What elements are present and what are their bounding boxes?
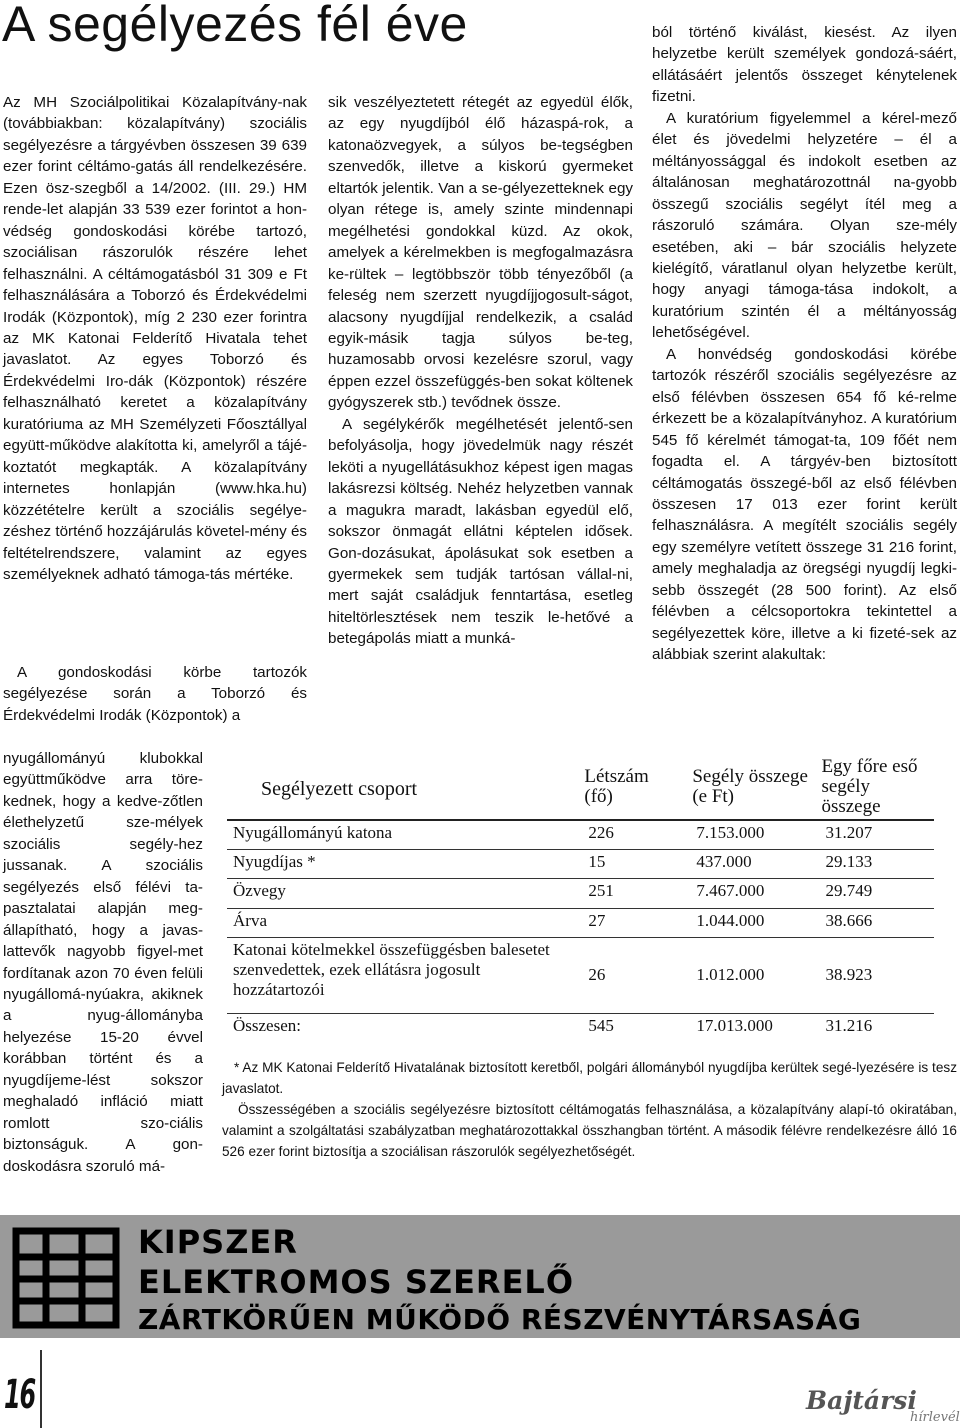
table-row xyxy=(227,908,934,937)
cell-amount: 1.012.000 xyxy=(686,937,815,1013)
footnote xyxy=(222,1057,957,1162)
publication-brand: Bajtársi xyxy=(806,1386,917,1415)
cell-per-person: 29.133 xyxy=(815,850,934,879)
advertisement-banner xyxy=(0,1215,960,1338)
cell-per-person: 31.216 xyxy=(825,1015,873,1035)
cell-amount: 17.013.000 xyxy=(696,1015,773,1035)
header-count: Létszám (fő) xyxy=(578,757,686,820)
column-1-continued xyxy=(3,662,307,726)
cell-count: 15 xyxy=(578,850,686,879)
cell-per-person: 38.666 xyxy=(815,908,934,937)
paragraph: sik veszélyeztetett rétegét az egyedül élők, az egy nyugdíjból élő házaspá-rok, a katonaözvegyek, a súlyos be-tegségben szenvedők, illetve a kiskorú gyermeket eltartók jelentik. Van a se-gélyezetteknek egy olyan rétege is, amely szinte mindennapi megélhetési gondokkal küzd. Az okok, amelyek a kérelmekben is megfogalmazásra ke-rültek – legtöbbször több tényezőből (a feleség nem szerzett nyugdíjjogosult-ságot, alacsony nyugdíjjal rendelkezik, a család egyik-másik tagja súlyos be-teg, huzamosabb orvosi kezelésre szorul, vagy éppen ezzel összefüggés-ben sokat költenek gyógyszerek stb.) tevődnek össze. xyxy=(328,94,633,412)
cell-per-person: 31.207 xyxy=(815,820,934,850)
column-3 xyxy=(652,22,957,666)
paragraph: A segélykérők megélhetését jelentő-sen befolyásolja, hogy jövedelmük nagy részét leköti a nyugellátásukhoz képest igen magas lakásrezsi költség. Nehéz helyzetben vannak a magukra maradt, lakásban egyedül elő, sokszor önmagát ellátni képtelen idősek. Gon-dozásukat, ápolásukat sok esetben a gyermekek sem tudják tartósan vállal-ni, mert saját családjuk fenntartása, esetleg hiteltörlesztések nem teszik le-hetővé a betegápolás miatt a munká- xyxy=(328,415,633,648)
article-title: A segélyezés fél éve xyxy=(2,0,468,52)
table-row xyxy=(227,850,934,879)
column-1 xyxy=(3,92,307,585)
paragraph: nyugállományú klubokkal együttműködve arra töre-kednek, hogy a kedve-zőtlen élethelyzetű sze-mélyek szociális segély-hez jussanak. A szociális segélyezés első félévi ta-pasztalatai alapján meg-állapítható, hogy a javas-lattevők nagyobb figyel-met fordítanak azon 70 éven felüli nyugállomá-nyúakra, akiknek a nyug-állományba helyezése 15-20 évvel korábban történt és a nyugdíjeme-lést sokszor meghaladó infláció miatt romlott szo-ciális biztonságuk. A gon-doskodásra szoruló má- xyxy=(3,750,203,1175)
column-2 xyxy=(328,92,633,650)
header-group: Segélyezett csoport xyxy=(227,757,578,820)
cell-count: 26 xyxy=(578,937,686,1013)
cell-group: Árva xyxy=(227,908,578,937)
ad-company-name: KIPSZER xyxy=(138,1223,298,1261)
cell-count: 545 xyxy=(588,1015,614,1035)
cell-amount: 437.000 xyxy=(686,850,815,879)
table-row xyxy=(227,937,934,1013)
page-number: 16 xyxy=(4,1372,36,1418)
paragraph: A kuratórium figyelemmel a kérel-mező élet és jövedelmi helyzetére – él a méltányossággal és indokolt esetben az általánosan meghatározottnál na-gyobb összegű szociális segélyt ítél meg a rászoruló számára. Olyan sze-mély esetében, aki – bár szociális helyzete kielégítő, váratlanul olyan helyzetbe került, hogy anyagi támoga-tása indokolt, a kuratórium szintén él a méltányosság lehetőségével. xyxy=(652,109,957,342)
table-row xyxy=(227,820,934,850)
cell-group: Katonai kötelmekkel összefüggésben balesetet szenvedettek, ezek ellátásra jogosult hozzátartozói xyxy=(227,937,578,1013)
cell-count: 251 xyxy=(578,879,686,908)
paragraph: ból történő kiválást, kiesést. Az ilyen helyzetbe került személyek gondozá-sáért, ellátásáért jelentős összeget kénytelenek fizetni. xyxy=(652,24,957,106)
cell-amount: 7.153.000 xyxy=(686,820,815,850)
footer-divider xyxy=(40,1350,42,1428)
aid-table xyxy=(227,757,934,1042)
header-per-person: Egy főre eső segély összege xyxy=(815,757,934,820)
table-total-row xyxy=(227,1013,934,1042)
cell-group: Nyugállományú katona xyxy=(227,820,578,850)
publication-brand-sub: hírlevél xyxy=(910,1410,960,1425)
column-1-narrow xyxy=(3,748,203,1177)
cell-per-person: 29.749 xyxy=(815,879,934,908)
ad-company-form: ZÁRTKÖRŰEN MŰKÖDŐ RÉSZVÉNYTÁRSASÁG xyxy=(138,1303,862,1336)
cell-amount: 7.467.000 xyxy=(686,879,815,908)
cell-count: 226 xyxy=(578,820,686,850)
cell-group: Összesen: xyxy=(233,1015,301,1035)
cell-group: Nyugdíjas * xyxy=(227,850,578,879)
footnote-text: * Az MK Katonai Felderítő Hivatalának biztosított keretből, polgári állományból nyugdíjba kerültek segé-lyezésére is tesz javaslatot. xyxy=(222,1060,957,1096)
header-amount: Segély összege (e Ft) xyxy=(686,757,815,820)
cell-group: Özvegy xyxy=(227,879,578,908)
cell-amount: 1.044.000 xyxy=(686,908,815,937)
table-header-row xyxy=(227,757,934,820)
paragraph: A honvédség gondoskodási körébe tartozók részéről szociális segélyezésre az első félévben összesen 654 fő ké-relme érkezett be a közalapítványhoz. A kuratórium 545 fő kérelmét támogat-ta, 109 főét nem fogadta el. A tárgyév-ben biztosított céltámogatás összegé-ből az első félévben összesen 17 013 ezer forint került felhasználásra. A megítélt szociális segély egy személyre vetített összege 31 216 forint, amely meghaladja az öregségi nyugdíj legki-sebb összegét (28 500 forint). Az első félévben a célcsoportokra tekintettel a segélyezettek köre, illetve a ki fizeté-sek az alábbiak szerint alakultak: xyxy=(652,345,957,664)
closing-paragraph: Összességében a szociális segélyezésre biztosított céltámogatás felhasználása, a közalapítvány alapí-tó okiratában, valamint a szolgáltatási szabályzatban meghatározottakkal összhangban történt. A második félévre rendelkezésre álló 16 526 ezer forint biztosítja a szociálisan rászorulók segélyezhetőségét. xyxy=(222,1102,957,1159)
cell-count: 27 xyxy=(578,908,686,937)
paragraph: A gondoskodási körbe tartozók segélyezése során a Toborzó és Érdekvédelmi Irodák (Központok) a xyxy=(3,664,307,724)
cell-per-person: 38.923 xyxy=(815,937,934,1013)
paragraph: Az MH Szociálpolitikai Közalapítvány-nak (továbbiakban: közalapítvány) szociális segélyezésre a tárgyévben összesen 39 639 ezer forint céltámo-gatás áll rendelkezésére. Ezen ösz-szegből a 14/2002. (III. 29.) HM rende-let alapján 33 539 ezer forintot a hon-védség gondoskodási körébe tartozó, szociálisan rászorulók részére lehet felhasználni. A céltámogatásból 31 309 e Ft felhasználására a Toborzó és Érdekvédelmi Irodák (Központok), míg 2 230 ezer forintra az MK Katonai Felderítő Hivatala tehet javaslatot. Az egyes Toborzó és Érdekvédelmi Iro-dák (Központok) részére felhasználható keretet a közalapítvány kuratóriuma az MH Személyzeti Főosztállyal együtt-működve alakította ki, amelyről a tájé-koztatót megkapták. A közalapítvány internetes honlapján (www.hka.hu) közzétételre került a szociális segélye-zéshez történő hozzájárulás követel-mény és feltételrendszere, valamint az egyes személyeknek adható támoga-tás mértéke. xyxy=(3,94,307,583)
company-logo-icon xyxy=(6,1223,126,1333)
table-row xyxy=(227,879,934,908)
ad-company-type: ELEKTROMOS SZERELŐ xyxy=(138,1263,575,1301)
